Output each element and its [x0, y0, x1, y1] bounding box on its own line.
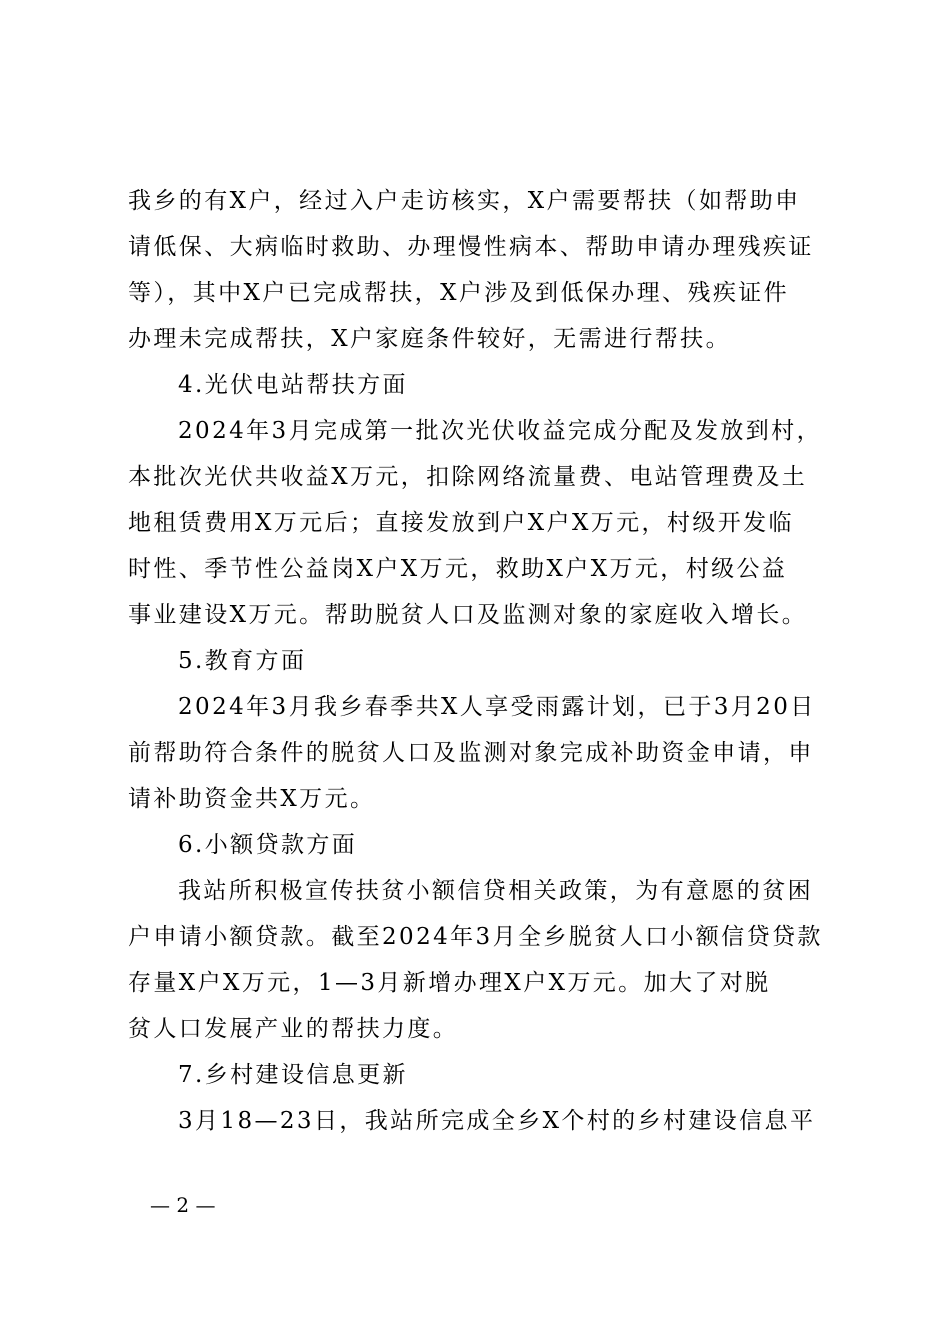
body-line: 我站所积极宣传扶贫小额信贷相关政策，为有意愿的贫困 — [178, 878, 813, 904]
page-number: — 2 — — [150, 1193, 216, 1217]
body-line: 办理未完成帮扶，X户家庭条件较好，无需进行帮扶。 — [128, 326, 731, 352]
body-line: 户申请小额贷款。截至2024年3月全乡脱贫人口小额信贷贷款 — [128, 924, 823, 950]
section-heading: 5.教育方面 — [178, 648, 307, 674]
body-line: 地租赁费用X万元后；直接发放到户X户X万元，村级开发临 — [128, 510, 794, 536]
section-heading: 7.乡村建设信息更新 — [178, 1062, 408, 1088]
body-line: 等），其中X户已完成帮扶，X户涉及到低保办理、残疾证件 — [128, 280, 790, 306]
body-line: 我乡的有X户，经过入户走访核实，X户需要帮扶（如帮助申 — [128, 188, 801, 214]
body-line: 本批次光伏共收益X万元，扣除网络流量费、电站管理费及土 — [128, 464, 808, 490]
body-line: 3月18—23日，我站所完成全乡X个村的乡村建设信息平 — [178, 1108, 816, 1134]
body-line: 贫人口发展产业的帮扶力度。 — [128, 1016, 459, 1042]
section-heading: 4.光伏电站帮扶方面 — [178, 372, 408, 398]
body-line: 2024年3月我乡春季共X人享受雨露计划，已于3月20日 — [178, 694, 816, 720]
body-line: 请补助资金共X万元。 — [128, 786, 376, 812]
body-line: 存量X户X万元，1—3月新增办理X户X万元。加大了对脱 — [128, 970, 771, 996]
body-line: 时性、季节性公益岗X户X万元，救助X户X万元，村级公益 — [128, 556, 788, 582]
body-line: 请低保、大病临时救助、办理慢性病本、帮助申请办理残疾证 — [128, 234, 814, 260]
body-line: 2024年3月完成第一批次光伏收益完成分配及发放到村， — [178, 418, 822, 444]
body-line: 事业建设X万元。帮助脱贫人口及监测对象的家庭收入增长。 — [128, 602, 808, 628]
section-heading: 6.小额贷款方面 — [178, 832, 358, 858]
body-line: 前帮助符合条件的脱贫人口及监测对象完成补助资金申请，申 — [128, 740, 814, 766]
